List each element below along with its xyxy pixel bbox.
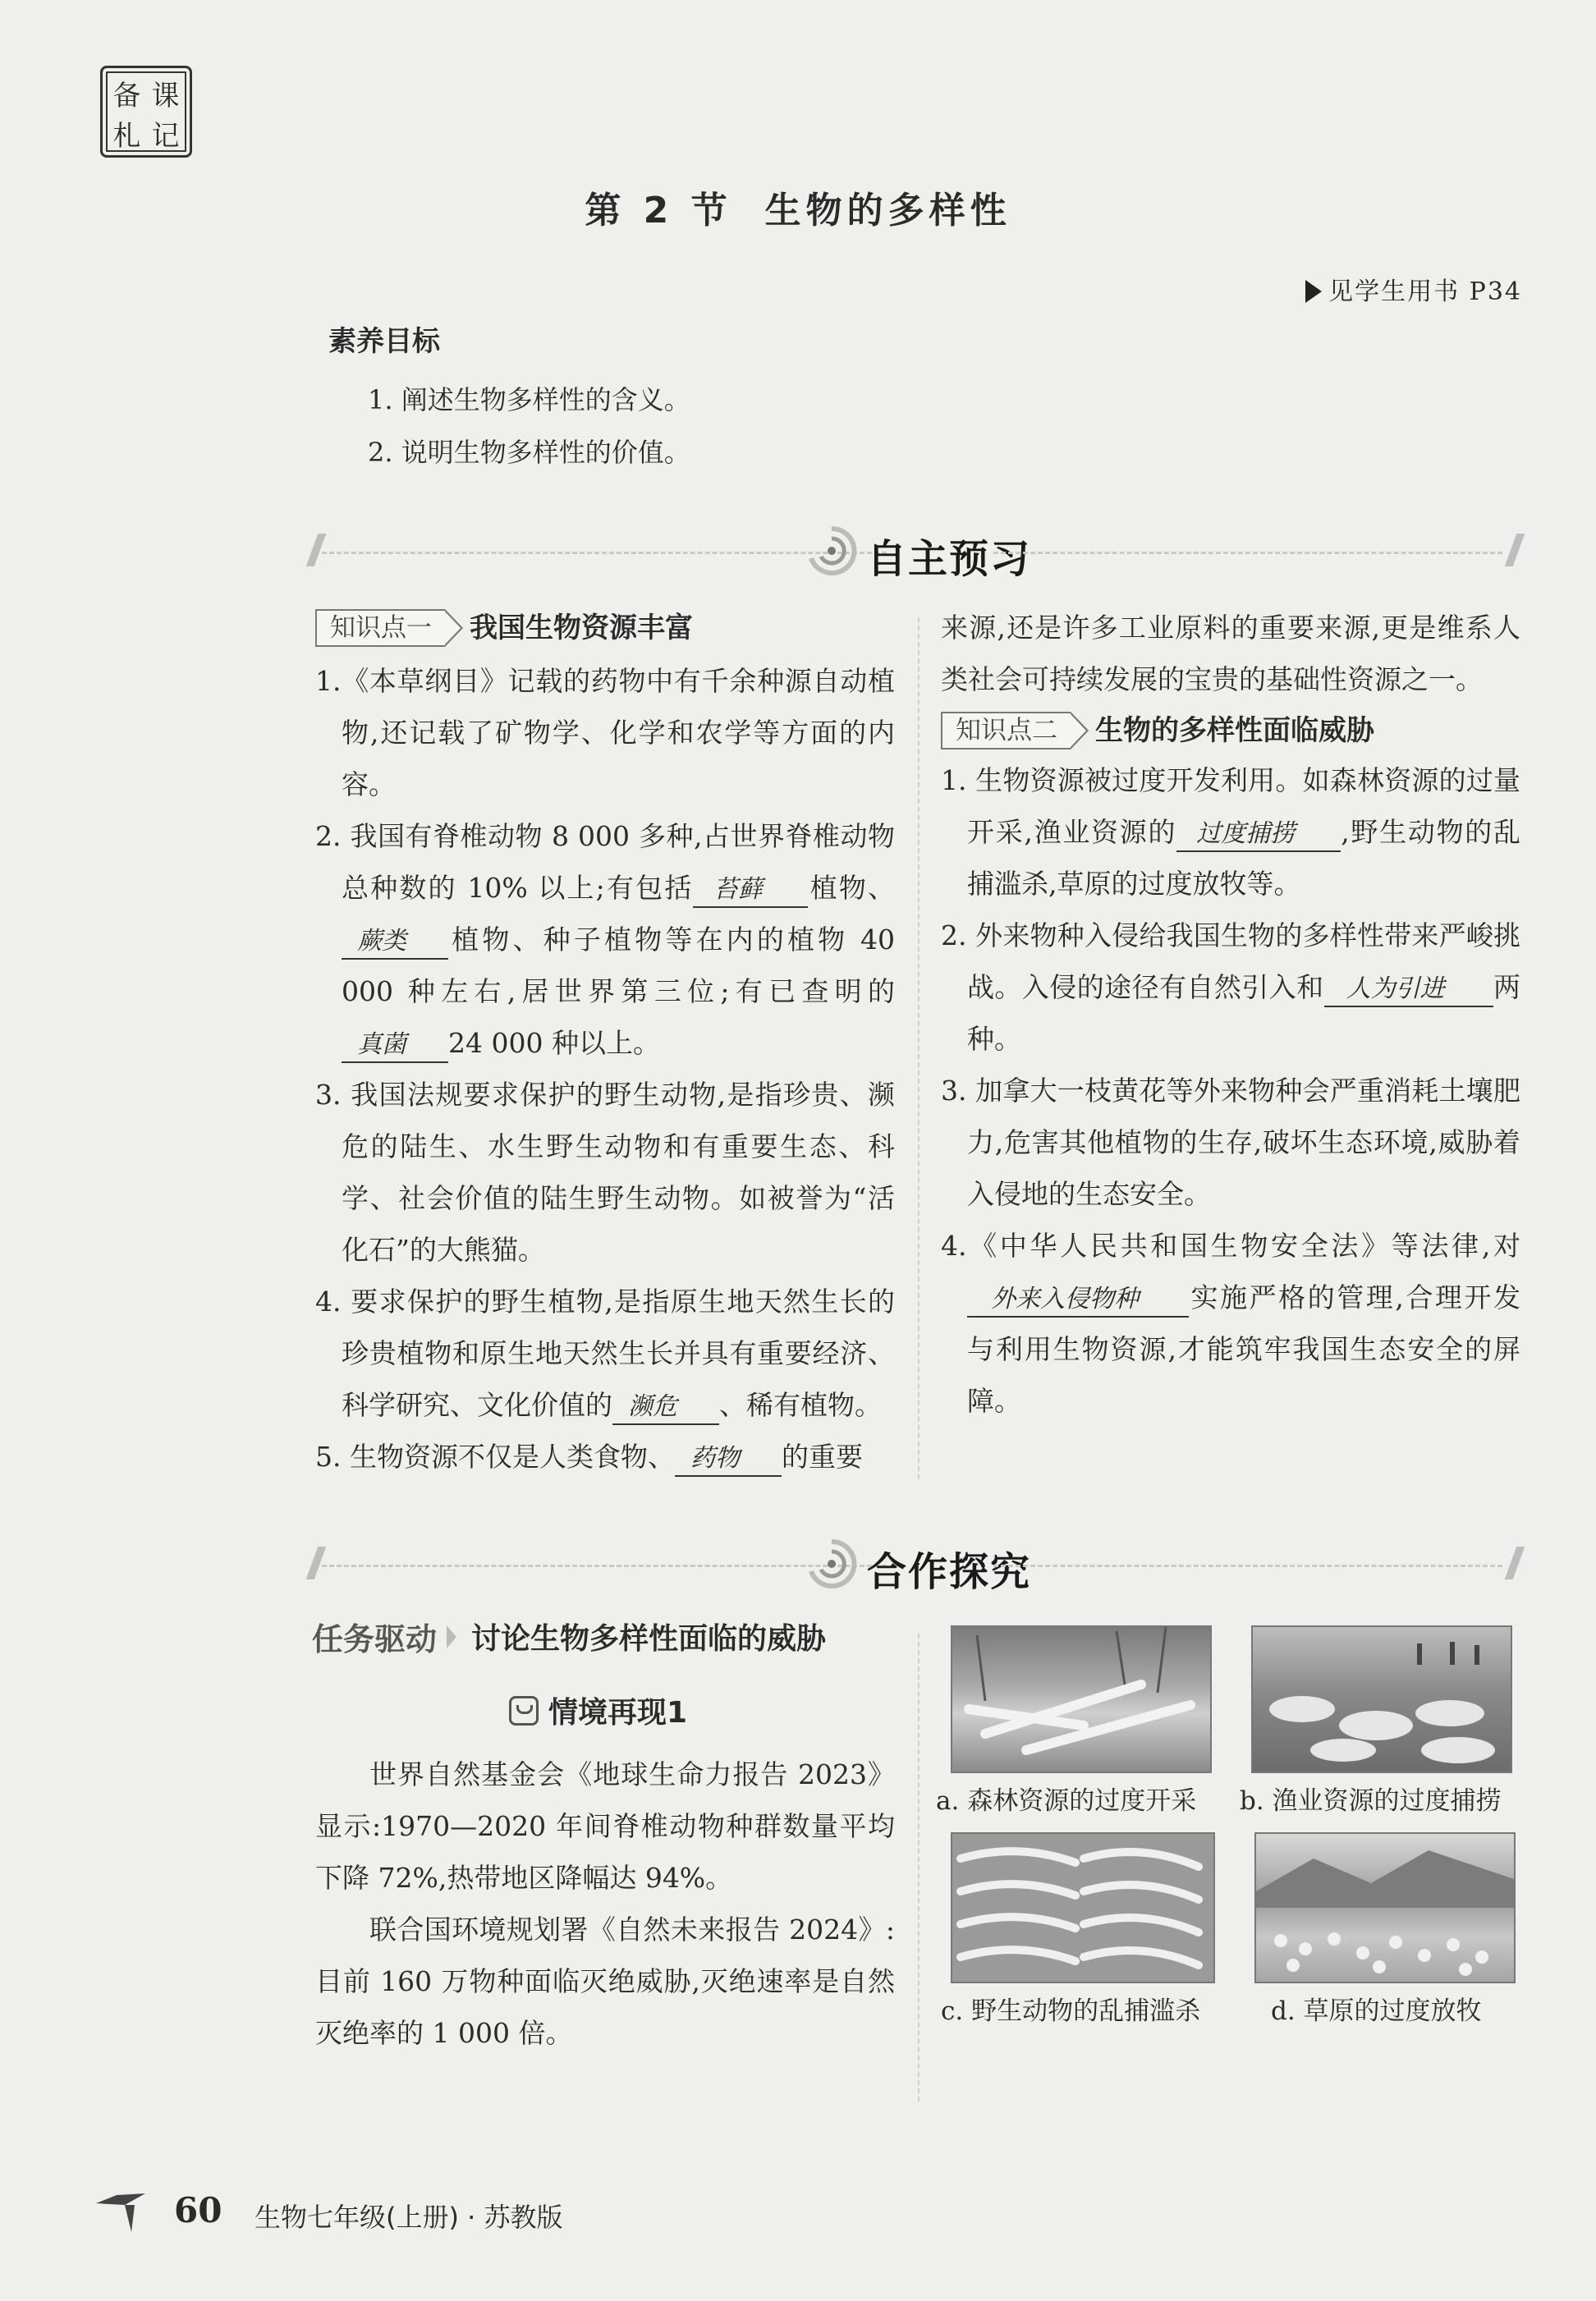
answer-blank: 过度捕捞 xyxy=(1176,818,1341,852)
arrow-icon xyxy=(447,1625,456,1648)
section-number: 第 2 节 xyxy=(585,190,732,231)
book-title: 生物七年级(上册) · 苏教版 xyxy=(255,2202,563,2233)
left-column xyxy=(315,607,895,1483)
kp1-item: 4. 要求保护的野生植物,是指原生地天然生长的珍贵植物和原生地天然生长并具有重要经济、科学研究、文化价值的 濒危 、稀有植物。 xyxy=(315,1276,895,1431)
reference-note xyxy=(1305,271,1522,307)
photo-caption: d. 草原的过度放牧 xyxy=(1271,1996,1482,2026)
reference-text: 见学生用书 P34 xyxy=(1328,277,1522,306)
photo-caption: a. 森林资源的过度开采 xyxy=(936,1786,1197,1816)
answer-blank: 外来入侵物种 xyxy=(967,1283,1189,1318)
goal-item: 1. 阐述生物多样性的含义。 xyxy=(368,384,690,415)
kp2-item: 2. 外来物种入侵给我国生物的多样性带来严峻挑战。入侵的途径有自然引入和 人为引进 两种。 xyxy=(941,919,1521,1055)
decor-slash xyxy=(1505,534,1525,566)
divider-line xyxy=(993,552,1502,554)
scene-paragraph: 联合国环境规划署《自然未来报告 2024》:目前 160 万物种面临灭绝威胁,灭绝速率是自然灭绝率的 1 000 倍。 xyxy=(315,1914,895,2049)
divider-line xyxy=(993,1565,1502,1567)
kp1-item: 1.《本草纲目》记载的药物中有千余种源自动植物,还记载了矿物学、化学和农学等方面的内容。 xyxy=(315,665,895,800)
logs-icon xyxy=(952,1627,1210,1772)
task-title: 讨论生物多样性面临的威胁 xyxy=(471,1622,827,1656)
swirl-icon xyxy=(805,1537,859,1591)
kp1-item: 3. 我国法规要求保护的野生动物,是指珍贵、濒危的陆生、水生野生动物和有重要生态、科学、社会价值的陆生野生动物。如被誉为“活化石”的大熊猫。 xyxy=(315,1079,895,1266)
decor-slash xyxy=(1505,1547,1525,1579)
column-divider xyxy=(918,617,920,1479)
task-header xyxy=(312,1614,826,1659)
notes-stamp xyxy=(100,66,192,158)
chat-bubble-icon xyxy=(509,1696,539,1726)
fish-icon xyxy=(1253,1627,1511,1772)
section-title: 生物的多样性 xyxy=(764,190,1011,231)
goal-item: 2. 说明生物多样性的价值。 xyxy=(368,437,690,468)
task-label: 任务驱动 xyxy=(312,1621,438,1657)
sheep-herd-icon xyxy=(1256,1834,1514,1982)
kp1-continued: 来源,还是许多工业原料的重要来源,更是维系人类社会可持续发展的宝贵的基础性资源之一。 xyxy=(941,612,1520,695)
right-column xyxy=(941,602,1520,1427)
leaf-icon xyxy=(92,2187,149,2236)
tusks-icon xyxy=(952,1834,1213,1982)
photo-ivory xyxy=(951,1832,1215,1983)
kp2-item: 4.《中华人民共和国生物安全法》等法律,对外来入侵物种 实施严格的管理,合理开发与利用生物资源,才能筑牢我国生态安全的屏障。 xyxy=(941,1230,1520,1417)
column-divider xyxy=(918,1634,920,2102)
swirl-icon xyxy=(805,524,859,578)
kp-title: 我国生物资源丰富 xyxy=(470,611,693,644)
decor-slash xyxy=(306,1547,327,1579)
stamp-char: 备 xyxy=(112,80,141,112)
goals-heading: 素养目标 xyxy=(328,325,440,358)
section-title: 自主预习 xyxy=(867,536,1032,582)
kp-tag: 知识点一 xyxy=(315,609,445,647)
answer-blank: 苔藓 xyxy=(693,873,808,908)
scene-title: 情境再现1 xyxy=(548,1696,688,1730)
answer-blank: 药物 xyxy=(675,1442,782,1477)
kp1-item: 2. 我国有脊椎动物 8 000 多种,占世界脊椎动物总种数的 10% 以上;有包括 苔藓 植物、蕨类 植物、种子植物等在内的植物 40 000 种左右,居世界第三位;有已查明的真菌 24 000 种以上。 xyxy=(315,810,895,1069)
answer-blank: 真菌 xyxy=(342,1029,448,1063)
play-triangle-icon xyxy=(1305,280,1322,303)
kp-title: 生物的多样性面临威胁 xyxy=(1095,713,1374,747)
scene-header xyxy=(509,1689,687,1731)
scene-text xyxy=(315,1749,895,2059)
kp2-item: 3. 加拿大一枝黄花等外来物种会严重消耗土壤肥力,危害其他植物的生存,破坏生态环境,威胁着入侵地的生态安全。 xyxy=(941,1075,1520,1210)
photo-grazing xyxy=(1254,1832,1516,1983)
divider-line xyxy=(322,1565,887,1567)
knowledge-point-header xyxy=(941,710,1520,751)
divider-line xyxy=(322,552,887,554)
section-header-preview xyxy=(312,519,1519,584)
answer-blank: 濒危 xyxy=(612,1391,719,1425)
stamp-char: 札 xyxy=(112,120,141,153)
scene-paragraph: 世界自然基金会《地球生命力报告 2023》显示:1970—2020 年间脊椎动物种群数量平均下降 72%,热带地区降幅达 94%。 xyxy=(315,1758,895,1894)
stamp-char: 记 xyxy=(151,120,180,153)
photo-forest-logging xyxy=(951,1625,1212,1773)
page-title xyxy=(0,181,1596,233)
section-header-explore xyxy=(312,1532,1519,1597)
knowledge-point-header xyxy=(315,607,895,649)
kp-tag: 知识点二 xyxy=(941,712,1071,749)
kp2-item: 1. 生物资源被过度开发利用。如森林资源的过量开采,渔业资源的 过度捕捞 ,野生动物的乱捕滥杀,草原的过度放牧等。 xyxy=(941,764,1520,900)
stamp-char: 课 xyxy=(151,80,180,112)
answer-blank: 蕨类 xyxy=(342,925,448,960)
photo-caption: b. 渔业资源的过度捕捞 xyxy=(1240,1786,1502,1816)
decor-slash xyxy=(306,534,327,566)
page-number: 60 xyxy=(174,2190,222,2230)
photo-caption: c. 野生动物的乱捕滥杀 xyxy=(941,1996,1201,2026)
photo-fish-catch xyxy=(1251,1625,1512,1773)
section-title: 合作探究 xyxy=(867,1549,1032,1595)
kp1-item: 5. 生物资源不仅是人类食物、 药物 的重要 xyxy=(315,1431,895,1483)
answer-blank: 人为引进 xyxy=(1324,973,1493,1007)
